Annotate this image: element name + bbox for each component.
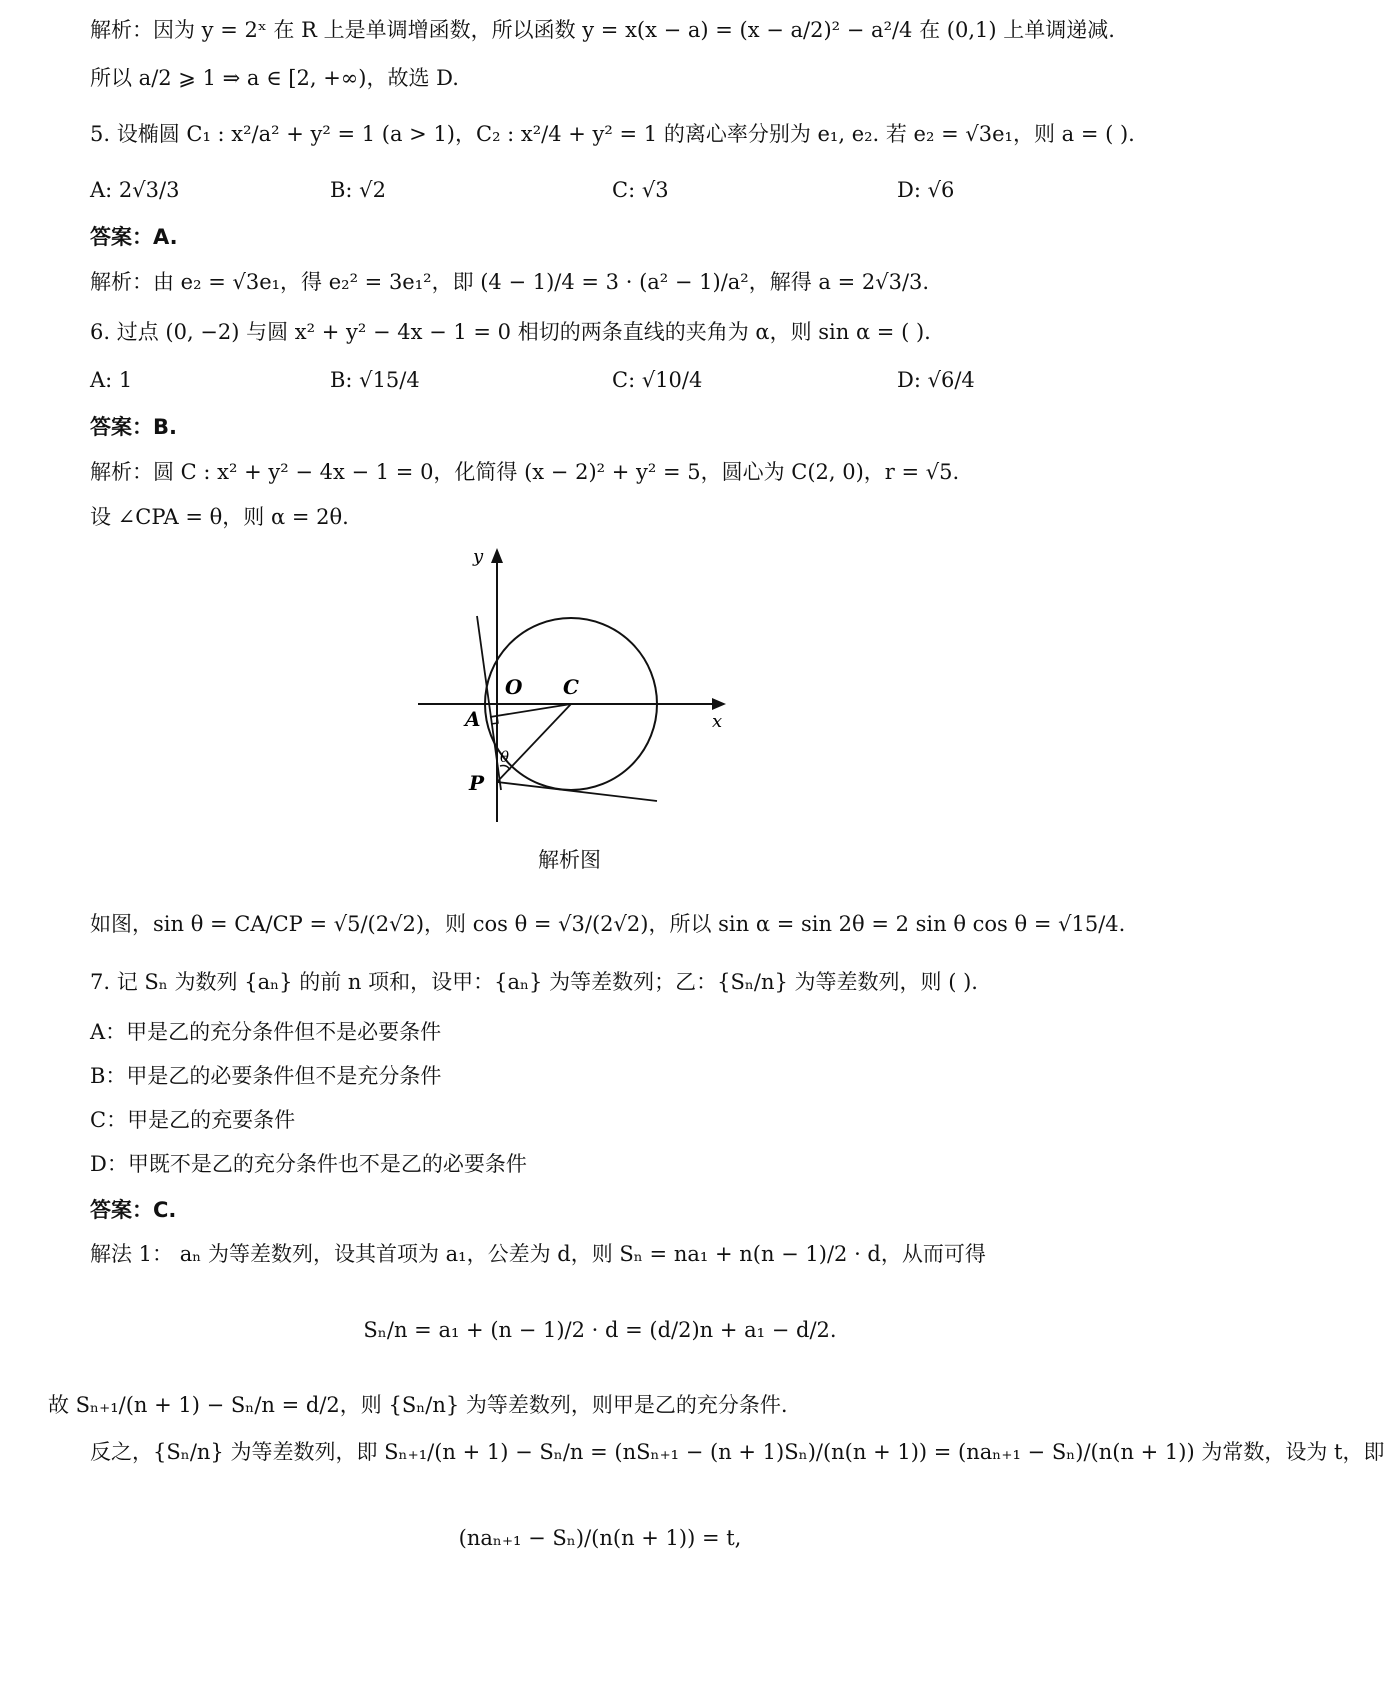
q7-method1-intro: 解法 1： aₙ 为等差数列，设其首项为 a₁，公差为 d，则 Sₙ = na₁ + n(n − 1)/2 · d，从而可得 bbox=[90, 1242, 986, 1266]
equation-t: (naₙ₊₁ − Sₙ)/(n(n + 1)) = t, bbox=[458, 1526, 742, 1550]
figure-caption: 解析图 bbox=[538, 848, 601, 872]
q5-option-c: C: √3 bbox=[612, 178, 669, 202]
x-axis-arrow bbox=[712, 698, 726, 710]
q5-option-b: B: √2 bbox=[330, 178, 386, 202]
q6-option-c: C: √10/4 bbox=[612, 368, 703, 392]
q7-option-d: D：甲既不是乙的充分条件也不是乙的必要条件 bbox=[90, 1152, 527, 1176]
label-y: y bbox=[473, 546, 484, 567]
y-axis-arrow bbox=[491, 548, 503, 563]
q6-answer: 答案：B. bbox=[90, 415, 177, 439]
label-a: A bbox=[465, 707, 481, 731]
q6-solution-line2: 设 ∠CPA = θ，则 α = 2θ. bbox=[90, 505, 349, 529]
label-c: C bbox=[563, 675, 579, 699]
segment-cp bbox=[497, 704, 571, 782]
solution-4-line1: 解析：因为 y = 2ˣ 在 R 上是单调增函数，所以函数 y = x(x − a) = (x − a/2)² − a²/4 在 (0,1) 上单调递减. bbox=[90, 18, 1115, 42]
q5-option-d: D: √6 bbox=[897, 178, 955, 202]
label-p: P bbox=[469, 771, 485, 795]
q5-option-a: A: 2√3/3 bbox=[90, 178, 180, 202]
question-5: 5. 设椭圆 C₁ : x²/a² + y² = 1 (a > 1)，C₂ : x²/4 + y² = 1 的离心率分别为 e₁, e₂. 若 e₂ = √3e₁，则 a = ( ). bbox=[90, 122, 1135, 146]
question-7: 7. 记 Sₙ 为数列 {aₙ} 的前 n 项和，设甲：{aₙ} 为等差数列；乙：{Sₙ/n} 为等差数列，则 ( ). bbox=[90, 970, 978, 994]
analysis-figure bbox=[400, 540, 740, 830]
label-x: x bbox=[712, 711, 723, 732]
q6-option-a: A: 1 bbox=[90, 368, 133, 392]
q7-method1-conclusion: 故 Sₙ₊₁/(n + 1) − Sₙ/n = d/2，则 {Sₙ/n} 为等差数列，则甲是乙的充分条件. bbox=[48, 1393, 788, 1417]
q5-answer: 答案：A. bbox=[90, 225, 178, 249]
q6-option-d: D: √6/4 bbox=[897, 368, 975, 392]
q7-method1-converse: 反之，{Sₙ/n} 为等差数列，即 Sₙ₊₁/(n + 1) − Sₙ/n = (nSₙ₊₁ − (n + 1)Sₙ)/(n(n + 1)) = (naₙ₊₁ − Sₙ)/(n(n + 1)) 为常数，设为 t，即 bbox=[90, 1440, 1384, 1464]
q7-option-b: B：甲是乙的必要条件但不是充分条件 bbox=[90, 1064, 442, 1088]
equation-sn-over-n: Sₙ/n = a₁ + (n − 1)/2 · d = (d/2)n + a₁ − d/2. bbox=[363, 1318, 837, 1342]
label-theta: θ bbox=[500, 748, 510, 766]
tangent-line-shallow bbox=[497, 782, 657, 801]
segment-ca bbox=[490, 704, 571, 717]
q6-solution-line3: 如图，sin θ = CA/CP = √5/(2√2)，则 cos θ = √3/(2√2)，所以 sin α = sin 2θ = 2 sin θ cos θ = √15/4. bbox=[90, 912, 1126, 936]
question-6: 6. 过点 (0, −2) 与圆 x² + y² − 4x − 1 = 0 相切的两条直线的夹角为 α，则 sin α = ( ). bbox=[90, 320, 931, 344]
solution-4-line2: 所以 a/2 ⩾ 1 ⇒ a ∈ [2, +∞)，故选 D. bbox=[90, 66, 459, 90]
q6-solution-line1: 解析：圆 C : x² + y² − 4x − 1 = 0，化简得 (x − 2)² + y² = 5，圆心为 C(2, 0)，r = √5. bbox=[90, 460, 960, 484]
q6-option-b: B: √15/4 bbox=[330, 368, 420, 392]
q7-option-a: A：甲是乙的充分条件但不是必要条件 bbox=[90, 1020, 442, 1044]
label-o: O bbox=[505, 675, 523, 699]
q5-solution: 解析：由 e₂ = √3e₁，得 e₂² = 3e₁²，即 (4 − 1)/4 = 3 · (a² − 1)/a²，解得 a = 2√3/3. bbox=[90, 270, 930, 294]
q7-option-c: C：甲是乙的充要条件 bbox=[90, 1108, 296, 1132]
q7-answer: 答案：C. bbox=[90, 1198, 177, 1222]
